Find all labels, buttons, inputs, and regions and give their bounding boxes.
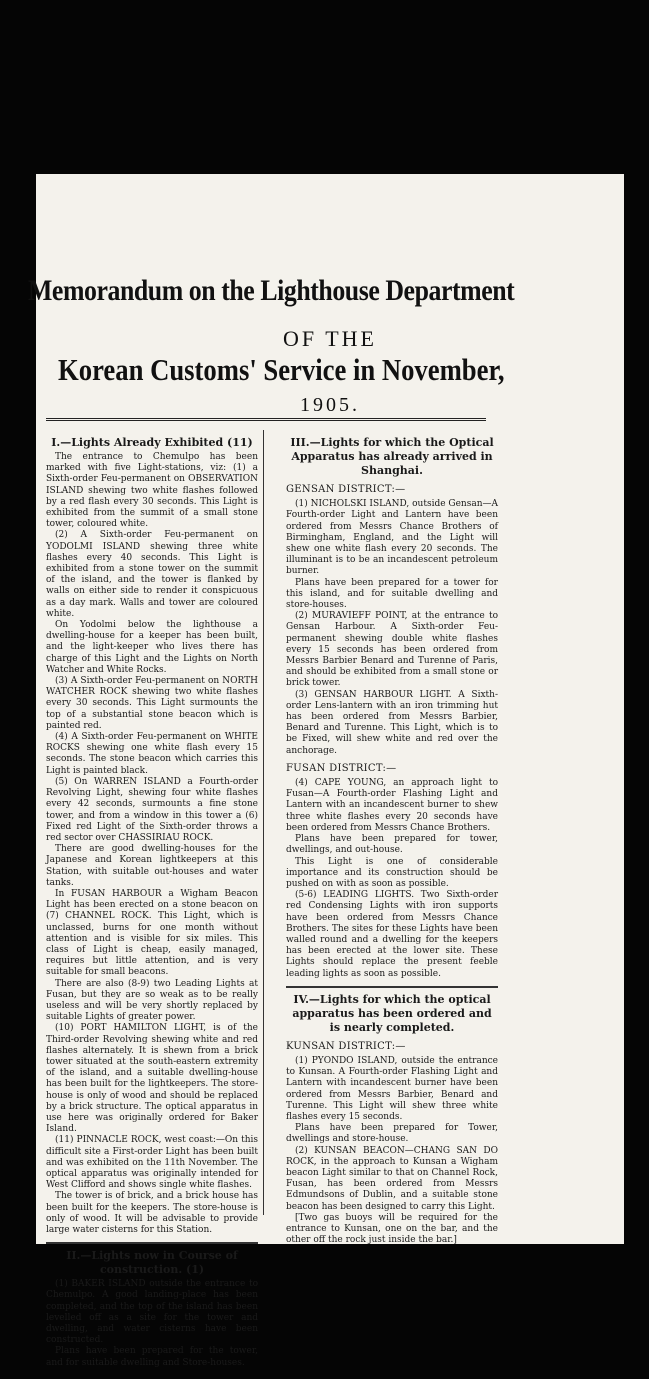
- fusan-paragraph: (5-6) LEADING LIGHTS. Two Sixth-order red Condensing Lights with iron supports have been ordered from Messrs Chance Brothers. The sites for these Lights have been walled round and a dwelling for the keepers has been erected at the lower site. These Lights should replace the present feeble leading lights as soon as possible.: [286, 890, 498, 979]
- column-divider: [263, 430, 264, 1215]
- fusan-district-heading: FUSAN DISTRICT:—: [286, 762, 397, 774]
- section-1-paragraph: In FUSAN HARBOUR a Wigham Beacon Light has been erected on a stone beacon on (7) CHANNEL ROCK. This Light, which is unclassed, burns for one month without attention and is visible for six miles. This class of Light is cheap, easily managed, requires but little attention, and is very suitable for small beacons.: [46, 888, 258, 978]
- gensan-paragraph: (1) NICHOLSKI ISLAND, outside Gensan—A Fourth-order Light and Lantern have been ordered from Messrs Chance Brothers of Birmingham, England, and the Light will shew one white flash every 20 seconds. The illuminant is to be an incandescent petroleum burner.: [286, 499, 498, 577]
- fusan-paragraph: This Light is one of considerable importance and its construction should be pushed on with as soon as possible.: [286, 856, 498, 889]
- left-column: [46, 436, 258, 1369]
- headline-rule: [46, 418, 486, 421]
- gensan-paragraph: (2) MURAVIEFF POINT, at the entrance to Gensan Harbour. A Sixth-order Feu-permanent shewing double white flashes every 15 seconds has been ordered from Messrs Barbier Benard and Turenne of Paris, and should be exhibited from a small stone or brick tower.: [286, 611, 498, 689]
- fusan-paragraph: (4) CAPE YOUNG, an approach light to Fusan—A Fourth-order Flashing Light and Lantern with an incandescent burner to shew three white flashes every 20 seconds have been ordered from Messrs Chance Brothers.: [286, 778, 498, 833]
- section-1-paragraph: On Yodolmi below the lighthouse a dwelling-house for a keeper has been built, and the light-keeper who lives there has charge of this Light and the Lights on North Watcher and White Rocks.: [46, 620, 258, 675]
- headline-line-1: Memorandum on the Lighthouse Department: [28, 274, 515, 307]
- gensan-paragraph: Plans have been prepared for a tower for this island, and for suitable dwelling and store-houses.: [286, 577, 498, 611]
- section-1-paragraph: The tower is of brick, and a brick house has been built for the keepers. The store-house is only of wood. It will be advisable to provide large water cisterns for this Station.: [46, 1191, 258, 1236]
- section-1-paragraph: There are good dwelling-houses for the Japanese and Korean lightkeepers at this Station, with suitable out-houses and water tanks.: [46, 844, 258, 888]
- fusan-paragraph: Plans have been prepared for tower, dwellings, and out-house.: [286, 834, 498, 856]
- kunsan-paragraph: [Two gas buoys will be required for the entrance to Kunsan, one on the bar, and the other off the rock just inside the bar.]: [286, 1212, 498, 1246]
- newspaper-page: [28, 174, 624, 1368]
- kunsan-paragraph: (2) KUNSAN BEACON—CHANG SAN DO ROCK, in the approach to Kunsan a Wigham beacon Light similar to that on Channel Rock, Fusan, has been ordered from Messrs Edmundsons of Dublin, and a suitable stone beacon has been designed to carry this Light.: [286, 1145, 498, 1212]
- section-separator: [46, 1242, 258, 1244]
- section-2-paragraph: (1) BAKER ISLAND outside the entrance to Chemulpo. A good landing-place has been completed, and the top of the island has been levelled off as a site for the tower and dwelling, and water cisterns have been constructed.: [46, 1279, 258, 1346]
- section-1-paragraph: (10) PORT HAMILTON LIGHT, is of the Third-order Revolving shewing white and red flashes alternately. It is shewn from a brick tower situated at the south-eastern extremity of the island, and a suitable dwelling-house has been built for the lightkeepers. The store-house is only of wood and should be replaced by a brick structure. The optical apparatus in use here was originally ordered for Baker Island.: [46, 1023, 258, 1135]
- section-1-paragraph: The entrance to Chemulpo has been marked with five Light-stations, viz: (1) a Sixth-order Feu-permanent on OBSERVATION ISLAND shewing two white flashes followed by a red flash every 30 seconds. This Light is exhibited from the summit of a small stone tower, coloured white.: [46, 452, 258, 530]
- section-2-paragraph: Plans have been prepared for the tower, and for suitable dwelling and Store-houses.: [46, 1346, 258, 1368]
- headline-line-3: Korean Customs' Service in November,: [58, 352, 505, 387]
- section-1-heading: I.—Lights Already Exhibited (11): [51, 436, 253, 449]
- section-2-heading: II.—Lights now in Course of construction. (1): [66, 1249, 238, 1277]
- headline-line-2: OF THE: [283, 326, 377, 351]
- section-1-paragraph: (4) A Sixth-order Feu-permanent on WHITE ROCKS shewing one white flash every 15 seconds. The stone beacon which carries this Light is painted black.: [46, 732, 258, 776]
- kunsan-paragraph: (1) PYONDO ISLAND, outside the entrance to Kunsan. A Fourth-order Flashing Light and Lantern with incandescent burner have been ordered from Messrs Barbier, Benard and Turenne. This Light will shew three white flashes every 15 seconds.: [286, 1055, 498, 1122]
- section-4-heading: IV.—Lights for which the optical apparatus has been ordered and is nearly completed.: [292, 992, 492, 1034]
- section-1-paragraph: (3) A Sixth-order Feu-permanent on NORTH WATCHER ROCK shewing two white flashes every 30 seconds. This Light surmounts the top of a substantial stone beacon which is painted red.: [46, 676, 258, 731]
- section-1-paragraph: (11) PINNACLE ROCK, west coast:—On this difficult site a First-order Light has been built and was exhibited on the 11th November. The optical apparatus was originally intended for West Clifford and shows single white flashes.: [46, 1135, 258, 1191]
- section-1-paragraph: (5) On WARREN ISLAND a Fourth-order Revolving Light, shewing four white flashes every 42 seconds, surmounts a fine stone tower, and from a window in this tower a (6) Fixed red Light of the Sixth-order throws a red sector over CHASSIRIAU ROCK.: [46, 776, 258, 843]
- gensan-district-heading: GENSAN DISTRICT:—: [286, 484, 406, 495]
- gensan-paragraph: (3) GENSAN HARBOUR LIGHT. A Sixth-order Lens-lantern with an iron trimming hut has been ordered from Messrs Barbier, Benard and Turenne. This Light, which is to be Fixed, will shew white and red over the anchorage.: [286, 689, 498, 756]
- right-column: [286, 436, 498, 1246]
- kunsan-paragraph: Plans have been prepared for Tower, dwellings and store-house.: [286, 1123, 498, 1145]
- section-separator: [286, 986, 498, 988]
- headline-year: 1905.: [300, 394, 360, 416]
- section-3-heading: III.—Lights for which the Optical Apparatus has already arrived in Shanghai.: [290, 436, 494, 477]
- kunsan-district-heading: KUNSAN DISTRICT:—: [286, 1040, 406, 1052]
- section-1-paragraph: (2) A Sixth-order Feu-permanent on YODOLMI ISLAND shewing three white flashes every 40 seconds. This Light is exhibited from a stone tower on the summit of the island, and the tower is flanked by walls on either side to render it conspicuous as a day mark. Walls and tower are coloured white.: [46, 530, 258, 619]
- section-1-paragraph: There are also (8-9) two Leading Lights at Fusan, but they are so weak as to be really useless and will be very shortly replaced by suitable Lights of greater power.: [46, 978, 258, 1023]
